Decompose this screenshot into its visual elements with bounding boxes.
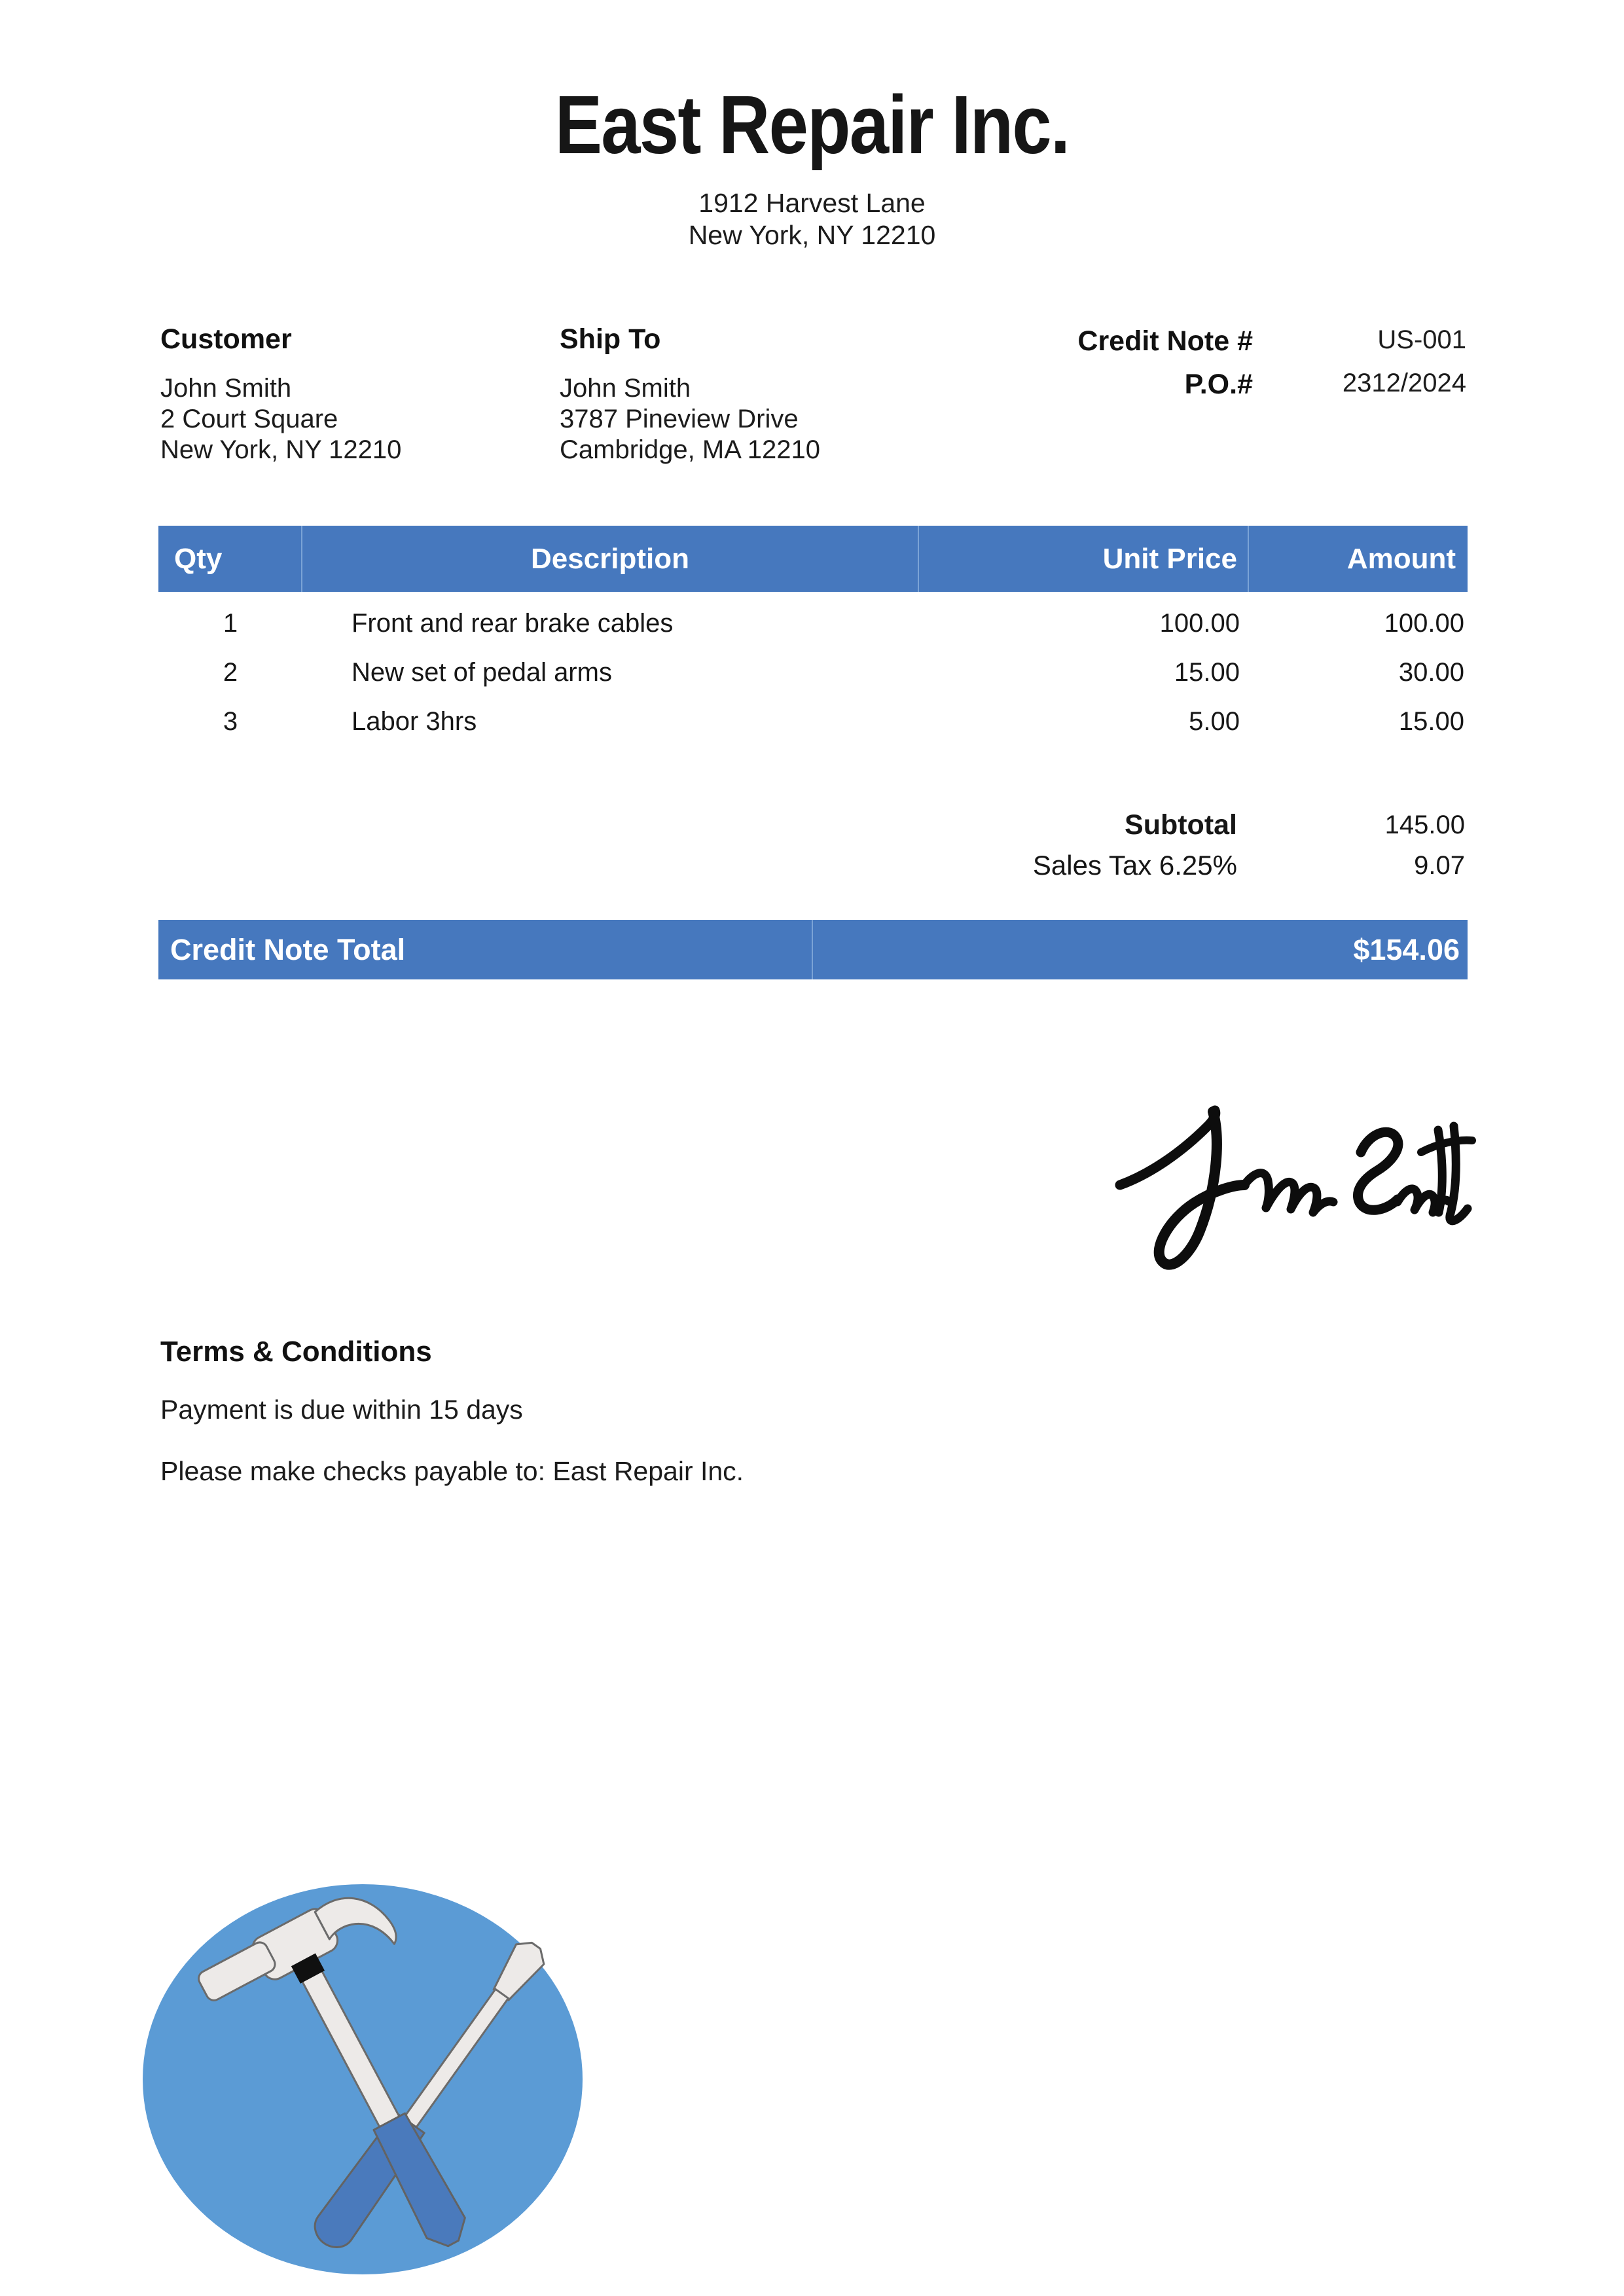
signature-john-smith bbox=[1108, 1072, 1481, 1298]
item-qty: 2 bbox=[223, 658, 238, 687]
item-description: Front and rear brake cables bbox=[352, 609, 674, 638]
sales-tax-value: 9.07 bbox=[1414, 850, 1465, 880]
items-table-body bbox=[158, 599, 1468, 746]
terms-line-payment: Payment is due within 15 days bbox=[160, 1394, 523, 1425]
ship-to-city: Cambridge, MA 12210 bbox=[560, 435, 821, 464]
column-header-description: Description bbox=[302, 526, 919, 592]
sales-tax-row bbox=[916, 848, 1466, 883]
terms-line-checks: Please make checks payable to: East Repair Inc. bbox=[160, 1456, 744, 1486]
ship-to-street: 3787 Pineview Drive bbox=[560, 405, 799, 433]
summary-section bbox=[916, 808, 1466, 889]
credit-note-total-value: $154.06 bbox=[1353, 932, 1460, 966]
item-description: New set of pedal arms bbox=[352, 658, 612, 687]
ship-to-block bbox=[560, 323, 926, 465]
items-table-header bbox=[158, 526, 1468, 592]
customer-label: Customer bbox=[160, 323, 292, 355]
terms-heading: Terms & Conditions bbox=[160, 1336, 432, 1368]
sales-tax-label: Sales Tax 6.25% bbox=[1032, 850, 1237, 881]
subtotal-row bbox=[916, 808, 1466, 842]
item-unit-price: 100.00 bbox=[1159, 609, 1240, 638]
credit-note-number-value: US-001 bbox=[1377, 325, 1466, 354]
item-description: Labor 3hrs bbox=[352, 707, 477, 736]
hammer-screwdriver-logo-icon bbox=[142, 1883, 583, 2276]
company-address bbox=[0, 187, 1624, 251]
credit-note-number-label: Credit Note # bbox=[1077, 325, 1253, 357]
customer-block bbox=[160, 323, 527, 465]
credit-note-total-bar bbox=[158, 920, 1468, 979]
table-row bbox=[158, 599, 1468, 648]
company-address-line1: 1912 Harvest Lane bbox=[698, 188, 926, 218]
po-number-label: P.O.# bbox=[1184, 369, 1253, 400]
item-unit-price: 15.00 bbox=[1174, 658, 1240, 687]
customer-address bbox=[160, 373, 527, 465]
column-header-qty: Qty bbox=[158, 526, 302, 592]
subtotal-label: Subtotal bbox=[1125, 809, 1237, 841]
table-row bbox=[158, 648, 1468, 697]
item-amount: 15.00 bbox=[1398, 707, 1464, 736]
document-meta bbox=[916, 325, 1466, 412]
customer-city: New York, NY 12210 bbox=[160, 435, 402, 464]
credit-note-total-label: Credit Note Total bbox=[158, 920, 813, 979]
item-unit-price: 5.00 bbox=[1189, 707, 1240, 736]
company-address-line2: New York, NY 12210 bbox=[688, 220, 936, 250]
ship-to-address bbox=[560, 373, 926, 465]
po-number-row bbox=[916, 369, 1466, 401]
item-amount: 30.00 bbox=[1398, 658, 1464, 687]
customer-street: 2 Court Square bbox=[160, 405, 338, 433]
item-qty: 3 bbox=[223, 707, 238, 736]
subtotal-value: 145.00 bbox=[1384, 810, 1465, 839]
po-number-value: 2312/2024 bbox=[1342, 369, 1466, 397]
table-row bbox=[158, 697, 1468, 746]
ship-to-label: Ship To bbox=[560, 323, 661, 355]
item-amount: 100.00 bbox=[1384, 609, 1464, 638]
column-header-unit-price: Unit Price bbox=[919, 526, 1249, 592]
customer-name: John Smith bbox=[160, 374, 292, 403]
item-qty: 1 bbox=[223, 609, 238, 638]
column-header-amount: Amount bbox=[1346, 542, 1456, 575]
ship-to-name: John Smith bbox=[560, 374, 691, 403]
credit-note-number-row bbox=[916, 325, 1466, 358]
company-name: East Repair Inc. bbox=[554, 79, 1070, 171]
